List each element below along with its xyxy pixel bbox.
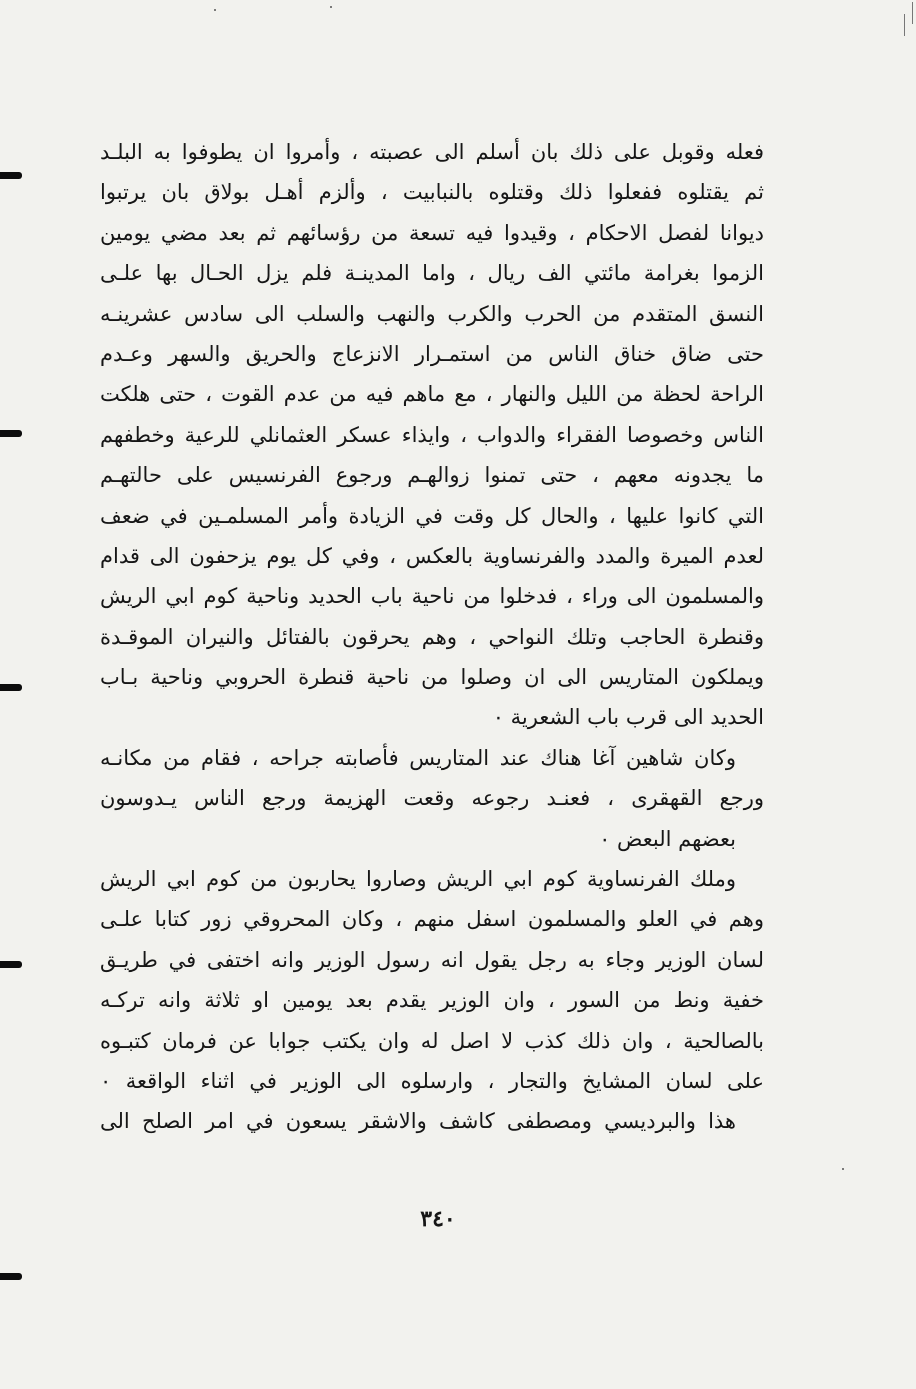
scan-artifact (214, 9, 216, 11)
paragraph-start-line: وملك الفرنساوية كوم ابي الريش وصاروا يحاربون من كوم ابي الريش (100, 867, 736, 892)
text-line: خفية ونط من السور ، وان الوزير يقدم بعد يومين او ثلاثة وانه تركـه (100, 988, 764, 1013)
text-line: ويملكون المتاريس الى ان وصلوا من ناحية قنطرة الحروبي وناحية بـاب (100, 665, 764, 690)
text-line: حتى ضاق خناق الناس من استمـرار الانزعاج والحريق والسهر وعـدم (100, 341, 764, 366)
text-line: النسق المتقدم من الحرب والكرب والنهب والسلب الى سادس عشرينـه (100, 301, 764, 326)
scan-artifact (904, 14, 905, 36)
text-line: الحديد الى قرب باب الشعرية ٠ (492, 705, 764, 730)
page-number: ٣٤٠ (420, 1206, 456, 1232)
scan-artifact (912, 2, 913, 24)
text-line: ديوانا لفصل الاحكام ، وقيدوا فيه تسعة من رؤسائهم ثم بعد مضي يومين (100, 220, 764, 245)
text-line: ورجع القهقرى ، فعنـد رجوعه وقعت الهزيمة ورجع الناس يـدوسون (100, 786, 764, 811)
paragraph-start-line: هذا والبرديسي ومصطفى كاشف والاشقر يسعون في امر الصلح الى (100, 1109, 736, 1134)
text-line: بعضهم البعض ٠ (599, 826, 736, 851)
text-line: الراحة لحظة من الليل والنهار ، مع ماهم فيه من عدم القوت ، حتى هلكت (100, 382, 764, 407)
binding-mark (0, 1273, 22, 1280)
text-line: ثم يقتلوه ففعلوا ذلك وقتلوه بالنبابيت ، وألزم أهـل بولاق بان يرتبوا (100, 180, 764, 205)
text-line: ما يجدونه معهم ، حتى تمنوا زوالهـم ورجوع الفرنسيس على حالتهـم (100, 463, 764, 488)
text-line: على لسان المشايخ والتجار ، وارسلوه الى الوزير في اثناء الواقعة ٠ (100, 1068, 764, 1093)
scan-artifact (842, 1168, 844, 1170)
paragraph-start-line: وكان شاهين آغا هناك عند المتاريس فأصابته جراحه ، فقام من مكانـه (100, 745, 736, 770)
text-line: الناس وخصوصا الفقراء والدواب ، وايذاء عسكر العثمانلي للرعية وخطفهم (100, 422, 764, 447)
binding-mark (0, 172, 22, 179)
text-line: بالصالحية ، وان ذلك كذب لا اصل له وان يكتب جوابا عن فرمان كتبـوه (100, 1028, 764, 1053)
text-line: الزموا بغرامة مائتي الف ريال ، واما المدينـة فلم يزل الحـال بها علـى (100, 261, 764, 286)
text-line: وهم في العلو والمسلمون اسفل منهم ، وكان المحروقي زور كتابا علـى (100, 907, 764, 932)
binding-mark (0, 684, 22, 691)
binding-mark (0, 430, 22, 437)
text-line: لعدم الميرة والمدد والفرنساوية بالعكس ، وفي كل يوم يزحفون الى قدام (100, 543, 764, 568)
text-line: لسان الوزير وجاء به رجل يقول انه رسول الوزير وانه اختفى في طريـق (100, 947, 764, 972)
binding-mark (0, 961, 22, 968)
text-line: فعله وقوبل على ذلك بان أسلم الى عصبته ، وأمروا ان يطوفوا به البلـد (100, 140, 764, 164)
scan-artifact (330, 6, 332, 8)
text-line: وقنطرة الحاجب وتلك النواحي ، وهم يحرقون بالفتائل والنيران الموقـدة (100, 624, 764, 649)
text-line: التي كانوا عليها ، والحال كل وقت في الزيادة وأمر المسلمـين في ضعف (100, 503, 764, 528)
text-line: والمسلمون الى وراء ، فدخلوا من ناحية باب الحديد وناحية كوم ابي الريش (100, 584, 764, 609)
body-text (100, 132, 764, 1142)
